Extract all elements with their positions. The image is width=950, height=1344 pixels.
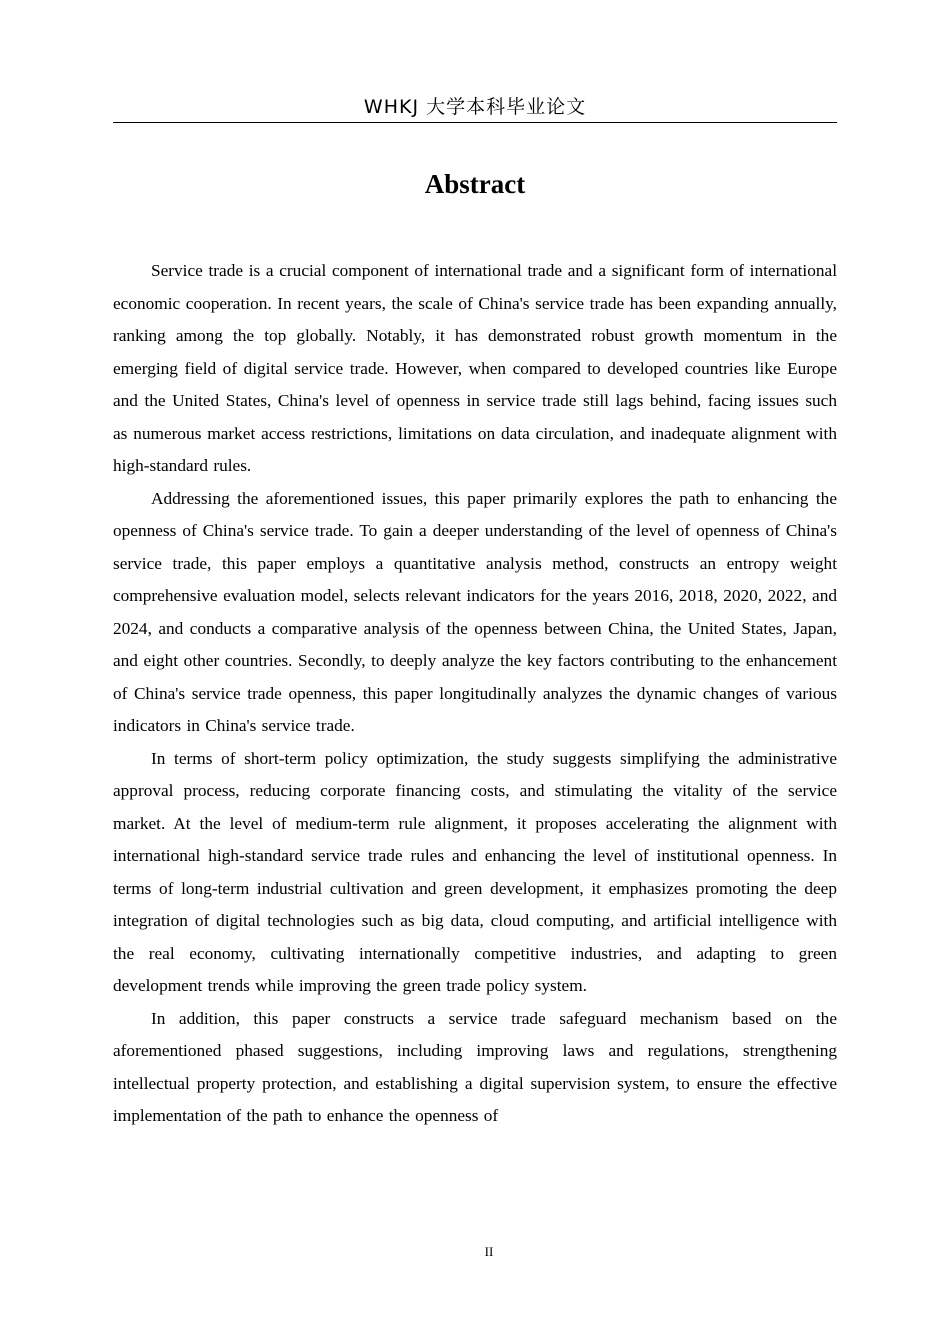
header-text: WHKJ 大学本科毕业论文: [363, 96, 587, 118]
abstract-paragraph-3: In terms of short-term policy optimization, the study suggests simplifying the administrative approval process, reducing corporate financing costs, and stimulating the vitality of the service market. At the level of medium-term rule alignment, it proposes accelerating the alignment with international high-standard service trade rules and enhancing the level of institutional openness. In terms of long-term industrial cultivation and green development, it emphasizes promoting the deep integration of digital technologies such as big data, cloud computing, and artificial intelligence with the real economy, cultivating internationally competitive industries, and adapting to green development trends while improving the green trade policy system.: [113, 748, 837, 995]
abstract-body: [113, 255, 837, 1133]
abstract-paragraph-4: In addition, this paper constructs a service trade safeguard mechanism based on the aforementioned phased suggestions, including improving laws and regulations, strengthening intellectual property protection, and establishing a digital supervision system, to ensure the effective implementation of the path to enhance the openness of: [113, 1008, 837, 1125]
abstract-paragraph-1: Service trade is a crucial component of international trade and a significant form of international economic cooperation. In recent years, the scale of China's service trade has been expanding annually, ranking among the top globally. Notably, it has demonstrated robust growth momentum in the emerging field of digital service trade. However, when compared to developed countries like Europe and the United States, China's level of openness in service trade still lags behind, facing issues such as numerous market access restrictions, limitations on data circulation, and inadequate alignment with high-standard rules.: [113, 261, 837, 475]
page-title: Abstract: [424, 169, 526, 199]
page-header: [113, 94, 837, 123]
page-number: II: [484, 1244, 494, 1259]
abstract-paragraph-2: Addressing the aforementioned issues, this paper primarily explores the path to enhancing the openness of China's service trade. To gain a deeper understanding of the level of openness of China's service trade, this paper employs a quantitative analysis method, constructs an entropy weight comprehensive evaluation model, selects relevant indicators for the years 2016, 2018, 2020, 2022, and 2024, and conducts a comparative analysis of the openness between China, the United States, Japan, and eight other countries. Secondly, to deeply analyze the key factors contributing to the enhancement of China's service trade openness, this paper longitudinally analyzes the dynamic changes of various indicators in China's service trade.: [113, 488, 837, 735]
